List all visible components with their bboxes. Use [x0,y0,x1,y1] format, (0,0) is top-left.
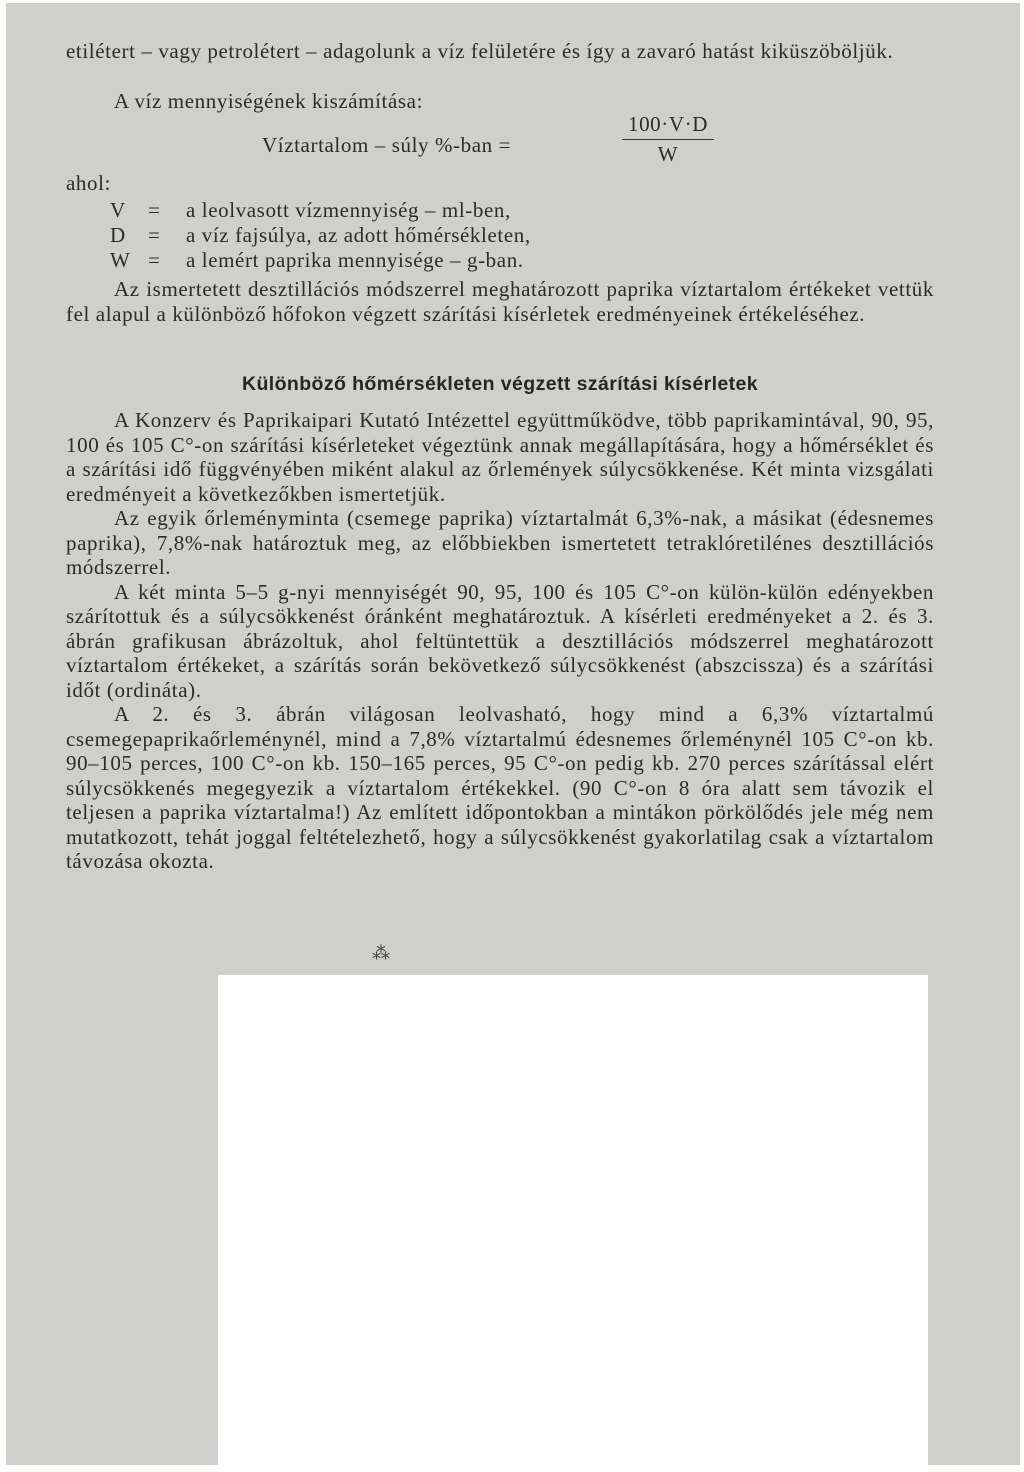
fraction-bar [622,139,714,140]
definition-equals: = [148,248,161,272]
paragraph-text: A víz mennyiségének kiszámítása: [114,89,424,113]
variable-definitions [110,198,531,273]
formula-fraction [622,111,714,166]
definition-equals: = [148,223,161,247]
definition-symbol: D [110,223,126,247]
paragraph-continuation [66,39,934,64]
where-label: ahol: [66,171,111,195]
paragraph-text: Az egyik őrleményminta (csemege paprika) víztartalmát 6,3%-nak, a másikat (édesnemes paprika), 7,8%-nak határoztuk meg, az előbbiekben ismertetett tetraklóretilénes desztillációs módszerrel. [66,506,934,579]
formula-lhs: Víztartalom – súly %-ban = [262,133,512,157]
paragraph-text: etilétert – vagy petrolétert – adagolunk a víz felületére és így a zavaró hatást kiküszöböljük. [66,39,894,63]
water-content-formula [262,111,722,177]
definition-row [110,223,531,248]
definition-row [110,198,531,223]
paragraph-text: A két minta 5–5 g-nyi mennyiségét 90, 95, 100 és 105 C°-on külön-külön edényekben szárítottuk és a súlycsökkenést óránként meghatároztuk. A kísérleti eredményeket a 2. és 3. ábrán grafikusan ábrázoltuk, ahol feltüntettük a desztillációs módszerrel meghatározott víztartalom értékeket, a szárítás során bekövetkező súlycsökkenést (abszcissza) és a szárítási időt (ordináta). [66,579,934,702]
definition-symbol: W [110,248,131,272]
definition-equals: = [148,198,161,222]
blank-figure-area [218,975,928,1465]
definition-description: a víz fajsúlya, az adott hőmérsékleten, [186,223,531,247]
method-paragraph [66,277,934,326]
definition-symbol: V [110,198,126,222]
calculation-intro [114,89,934,114]
ornament-glyph: ⁂ [372,943,390,963]
paragraph-text: A 2. és 3. ábrán világosan leolvasható, hogy mind a 6,3% víztartalmú csemegepaprikaőrleménynél, mind a 7,8% víztartalmú édesnemes őrleménynél 105 C°-on kb. 90–105 perces, 100 C°-on kb. 150–165 perces, 95 C°-on pedig kb. 270 perces szárítással elért súlycsökkenés megegyezik a víztartalom értékekkel. (90 C°-on 8 óra alatt sem távozik el teljesen a paprika víztartalma!) Az említett időpontokban a mintákon pörkölődés jele még nem mutatkozott, tehát joggal feltételezhető, hogy a súlycsökkenést gyakorlatilag csak a víztartalom távozása okozta. [66,702,934,873]
scanned-page [6,3,1020,1465]
definition-description: a lemért paprika mennyisége – g-ban. [186,248,524,272]
section-heading: Különböző hőmérsékleten végzett szárítási kísérletek [241,373,759,395]
definition-description: a leolvasott vízmennyiség – ml-ben, [186,198,511,222]
paragraph-text: Az ismertetett desztillációs módszerrel meghatározott paprika víztartalom értékeket vettük fel alapul a különböző hőfokon végzett szárítási kísérletek eredményeinek értékeléséhez. [66,277,934,326]
paragraph-text: A Konzerv és Paprikaipari Kutató Intézettel együttműködve, több paprikamintával, 90, 95, 100 és 105 C°-on szárítási kísérleteket végeztünk annak megállapítására, hogy a hőmérséklet és a szárítási idő függvényében miként alakul az őrlemények súlycsökkenése. Két minta vizsgálati eredményeit a következőkben ismertetjük. [66,408,934,506]
definition-row [110,248,531,273]
section-body [66,408,934,874]
formula-denominator: W [657,142,679,166]
formula-numerator: 100·V·D [627,112,709,136]
